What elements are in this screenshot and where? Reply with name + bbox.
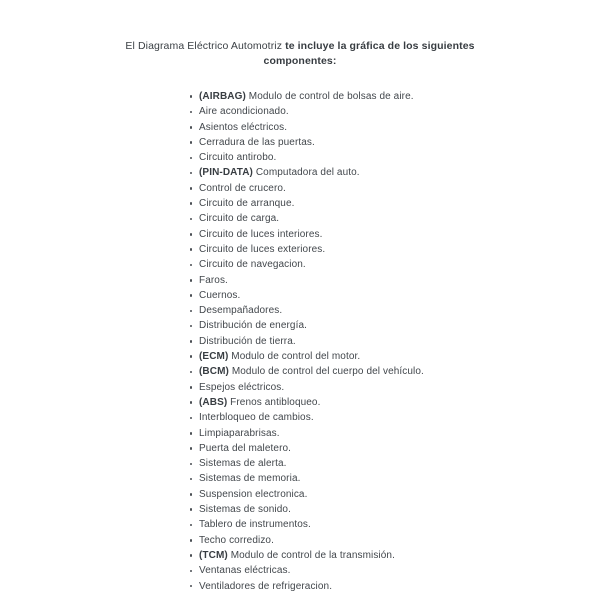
list-item bbox=[199, 181, 600, 196]
component-text: Distribución de tierra. bbox=[199, 335, 296, 347]
list-item bbox=[199, 257, 600, 272]
bullet-icon bbox=[190, 172, 193, 175]
bullet-icon bbox=[190, 508, 193, 511]
bullet-icon bbox=[190, 447, 193, 450]
bullet-icon bbox=[190, 570, 193, 573]
component-text: Tablero de instrumentos. bbox=[199, 519, 311, 531]
bullet-icon bbox=[190, 264, 193, 267]
list-item bbox=[199, 487, 600, 502]
component-text: Sistemas de sonido. bbox=[199, 504, 291, 516]
list-item bbox=[199, 517, 600, 532]
list-item bbox=[199, 395, 600, 410]
bullet-icon bbox=[190, 202, 193, 205]
list-item bbox=[199, 165, 600, 180]
bullet-icon bbox=[190, 539, 193, 542]
bullet-icon bbox=[190, 340, 193, 343]
bullet-icon bbox=[190, 233, 193, 236]
bullet-icon bbox=[190, 371, 193, 374]
bullet-icon bbox=[190, 279, 193, 282]
list-item bbox=[199, 533, 600, 548]
list-item bbox=[199, 579, 600, 594]
title-line-2 bbox=[80, 54, 520, 69]
list-item bbox=[199, 89, 600, 104]
list-item bbox=[199, 227, 600, 242]
component-text: Desempañadores. bbox=[199, 305, 283, 317]
title-regular-text: El Diagrama Eléctrico Automotriz bbox=[125, 40, 283, 52]
list-item bbox=[199, 364, 600, 379]
list-item bbox=[199, 196, 600, 211]
component-text: Aire acondicionado. bbox=[199, 106, 289, 118]
bullet-icon bbox=[190, 325, 193, 328]
list-item bbox=[199, 410, 600, 425]
list-item bbox=[199, 273, 600, 288]
component-text: Espejos eléctricos. bbox=[199, 381, 285, 393]
bullet-icon bbox=[190, 554, 193, 557]
list-item bbox=[199, 242, 600, 257]
component-text: Ventanas eléctricas. bbox=[199, 565, 291, 577]
list-item bbox=[199, 563, 600, 578]
component-text: Suspension electronica. bbox=[199, 488, 308, 500]
list-item bbox=[199, 135, 600, 150]
component-text: Faros. bbox=[199, 274, 228, 286]
bullet-icon bbox=[190, 157, 193, 160]
component-text: Modulo de control del cuerpo del vehículo. bbox=[231, 366, 424, 378]
component-text: Modulo de control de la transmisión. bbox=[230, 549, 395, 561]
component-text: Circuito de navegacion. bbox=[199, 259, 306, 271]
bullet-icon bbox=[190, 463, 193, 466]
bullet-icon bbox=[190, 294, 193, 297]
bullet-icon bbox=[190, 141, 193, 144]
list-item bbox=[199, 349, 600, 364]
title-bold-text-2: componentes: bbox=[263, 55, 337, 67]
component-text: Cerradura de las puertas. bbox=[199, 136, 315, 148]
component-text: Modulo de control de bolsas de aire. bbox=[248, 91, 414, 102]
list-item bbox=[199, 211, 600, 226]
component-text: Puerta del maletero. bbox=[199, 442, 292, 454]
component-text: Modulo de control del motor. bbox=[231, 351, 361, 363]
bullet-icon bbox=[190, 401, 193, 404]
list-item bbox=[199, 548, 600, 563]
bullet-icon bbox=[190, 126, 193, 129]
list-item bbox=[199, 104, 600, 119]
component-text: Circuito de luces interiores. bbox=[199, 228, 323, 240]
list-item bbox=[199, 456, 600, 471]
bullet-icon bbox=[190, 585, 193, 588]
bullet-icon bbox=[190, 524, 193, 527]
component-text: Frenos antibloqueo. bbox=[230, 396, 321, 408]
bullet-icon bbox=[190, 248, 193, 251]
list-item bbox=[199, 318, 600, 333]
bullet-icon bbox=[190, 417, 193, 420]
component-text: Limpiaparabrisas. bbox=[199, 427, 280, 439]
bullet-icon bbox=[190, 493, 193, 496]
component-text: Distribución de energía. bbox=[199, 320, 308, 332]
list-item bbox=[199, 303, 600, 318]
components-list bbox=[0, 89, 600, 594]
component-text: Computadora del auto. bbox=[255, 167, 360, 179]
title-line-1 bbox=[80, 39, 520, 54]
component-tag: (ABS) bbox=[199, 396, 228, 408]
component-text: Cuernos. bbox=[199, 289, 241, 301]
component-tag: (BCM) bbox=[199, 366, 229, 378]
bullet-icon bbox=[190, 111, 193, 114]
component-text: Techo corredizo. bbox=[199, 534, 274, 546]
list-item bbox=[199, 471, 600, 486]
page-title bbox=[80, 39, 520, 69]
list-item bbox=[199, 380, 600, 395]
component-tag: (PIN-DATA) bbox=[199, 167, 253, 179]
list-item bbox=[199, 150, 600, 165]
title-bold-text-1: te incluye la gráfica de los siguientes bbox=[285, 40, 475, 52]
bullet-icon bbox=[190, 310, 193, 313]
component-text: Control de crucero. bbox=[199, 182, 286, 194]
list-item bbox=[199, 288, 600, 303]
bullet-icon bbox=[190, 218, 193, 221]
bullet-icon bbox=[190, 355, 193, 358]
bullet-icon bbox=[190, 95, 193, 98]
component-text: Interbloqueo de cambios. bbox=[199, 412, 314, 424]
component-text: Ventiladores de refrigeracion. bbox=[199, 580, 333, 592]
component-text: Circuito antirobo. bbox=[199, 152, 277, 164]
list-item bbox=[199, 502, 600, 517]
component-text: Circuito de carga. bbox=[199, 213, 280, 225]
component-text: Circuito de luces exteriores. bbox=[199, 243, 326, 255]
list-item bbox=[199, 334, 600, 349]
component-tag: (TCM) bbox=[199, 549, 228, 561]
list-item bbox=[199, 441, 600, 456]
component-text: Sistemas de alerta. bbox=[199, 458, 287, 470]
component-text: Sistemas de memoria. bbox=[199, 473, 301, 485]
bullet-icon bbox=[190, 187, 193, 190]
component-tag: (AIRBAG) bbox=[199, 91, 246, 102]
list-item bbox=[199, 120, 600, 135]
list-item bbox=[199, 426, 600, 441]
bullet-icon bbox=[190, 386, 193, 389]
bullet-icon bbox=[190, 478, 193, 481]
bullet-icon bbox=[190, 432, 193, 435]
component-tag: (ECM) bbox=[199, 351, 229, 363]
component-text: Asientos eléctricos. bbox=[199, 121, 288, 133]
component-text: Circuito de arranque. bbox=[199, 198, 295, 210]
